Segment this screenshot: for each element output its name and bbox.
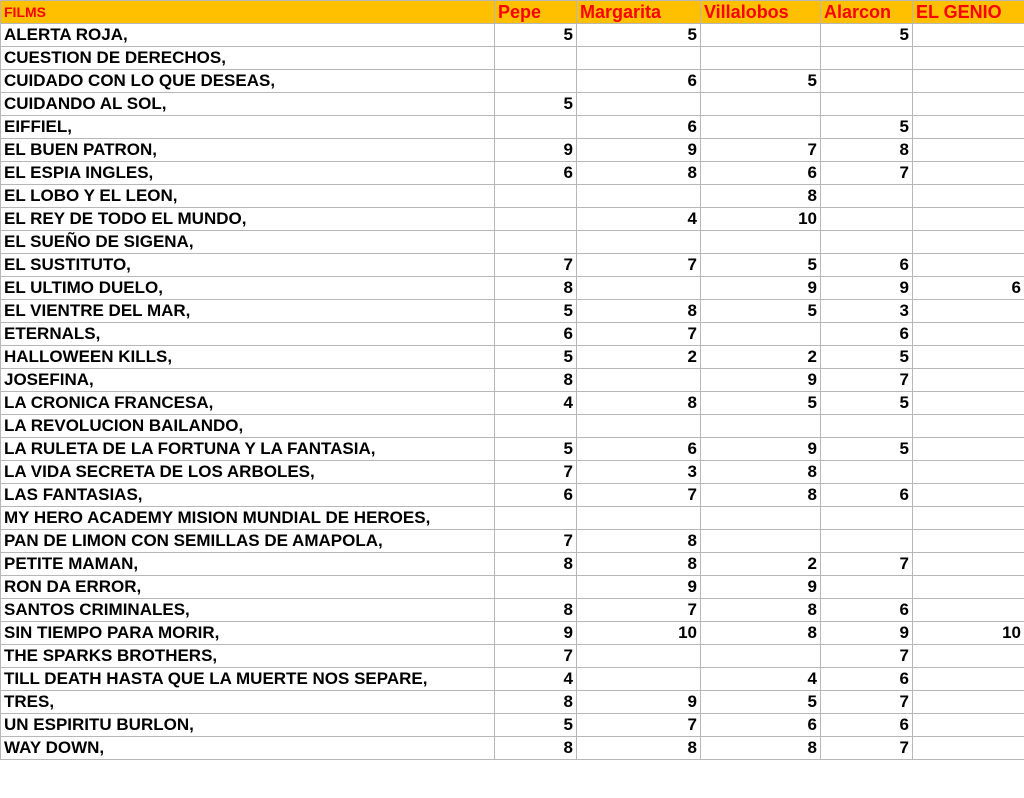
pepe-score-cell[interactable]: 7: [495, 461, 577, 484]
film-cell[interactable]: SIN TIEMPO PARA MORIR,: [1, 622, 495, 645]
pepe-score-cell[interactable]: 5: [495, 24, 577, 47]
genio-score-cell[interactable]: [913, 47, 1024, 70]
margarita-score-cell[interactable]: 10: [577, 622, 701, 645]
margarita-score-cell[interactable]: 3: [577, 461, 701, 484]
table-row: [1, 24, 1024, 47]
pepe-score-cell[interactable]: 7: [495, 530, 577, 553]
alarcon-score-cell[interactable]: 6: [821, 323, 913, 346]
genio-score-cell[interactable]: [913, 415, 1024, 438]
genio-score-cell[interactable]: [913, 139, 1024, 162]
margarita-score-cell[interactable]: 2: [577, 346, 701, 369]
margarita-score-cell[interactable]: [577, 277, 701, 300]
pepe-score-cell[interactable]: 5: [495, 93, 577, 116]
villalobos-score-cell[interactable]: [701, 231, 821, 254]
film-cell[interactable]: EL ULTIMO DUELO,: [1, 277, 495, 300]
table-row: [1, 323, 1024, 346]
pepe-score-cell[interactable]: [495, 576, 577, 599]
pepe-score-cell[interactable]: [495, 185, 577, 208]
villalobos-score-cell[interactable]: [701, 415, 821, 438]
table-row: [1, 415, 1024, 438]
alarcon-score-cell[interactable]: [821, 415, 913, 438]
pepe-score-cell[interactable]: [495, 70, 577, 93]
film-cell[interactable]: THE SPARKS BROTHERS,: [1, 645, 495, 668]
table-row: [1, 576, 1024, 599]
pepe-score-cell[interactable]: [495, 231, 577, 254]
genio-score-cell[interactable]: [913, 714, 1024, 737]
genio-score-cell[interactable]: [913, 254, 1024, 277]
pepe-score-cell[interactable]: 9: [495, 622, 577, 645]
villalobos-score-cell[interactable]: [701, 93, 821, 116]
margarita-score-cell[interactable]: 8: [577, 392, 701, 415]
villalobos-score-cell[interactable]: 7: [701, 139, 821, 162]
table-row: [1, 714, 1024, 737]
margarita-score-cell[interactable]: 7: [577, 599, 701, 622]
alarcon-score-cell[interactable]: 9: [821, 622, 913, 645]
pepe-score-cell[interactable]: 8: [495, 277, 577, 300]
genio-score-cell[interactable]: [913, 162, 1024, 185]
genio-score-cell[interactable]: [913, 691, 1024, 714]
margarita-score-cell[interactable]: [577, 231, 701, 254]
table-row: [1, 507, 1024, 530]
villalobos-score-cell[interactable]: 8: [701, 484, 821, 507]
pepe-score-cell[interactable]: 7: [495, 254, 577, 277]
genio-score-cell[interactable]: [913, 553, 1024, 576]
table-row: [1, 185, 1024, 208]
pepe-score-cell[interactable]: [495, 116, 577, 139]
alarcon-score-cell[interactable]: 7: [821, 553, 913, 576]
margarita-score-cell[interactable]: 7: [577, 323, 701, 346]
table-row: [1, 162, 1024, 185]
film-cell[interactable]: LA RULETA DE LA FORTUNA Y LA FANTASIA,: [1, 438, 495, 461]
pepe-score-cell[interactable]: 8: [495, 691, 577, 714]
margarita-score-cell[interactable]: [577, 185, 701, 208]
table-row: [1, 691, 1024, 714]
film-cell[interactable]: HALLOWEEN KILLS,: [1, 346, 495, 369]
pepe-score-cell[interactable]: 8: [495, 553, 577, 576]
pepe-score-cell[interactable]: 8: [495, 369, 577, 392]
film-cell[interactable]: JOSEFINA,: [1, 369, 495, 392]
alarcon-score-cell[interactable]: 6: [821, 668, 913, 691]
pepe-score-cell[interactable]: 5: [495, 346, 577, 369]
alarcon-score-cell[interactable]: 7: [821, 162, 913, 185]
villalobos-score-cell[interactable]: 10: [701, 208, 821, 231]
alarcon-score-cell[interactable]: [821, 47, 913, 70]
villalobos-score-cell[interactable]: [701, 47, 821, 70]
genio-score-cell[interactable]: [913, 323, 1024, 346]
genio-score-cell[interactable]: [913, 576, 1024, 599]
genio-score-cell[interactable]: [913, 369, 1024, 392]
film-cell[interactable]: EIFFIEL,: [1, 116, 495, 139]
film-cell[interactable]: LA VIDA SECRETA DE LOS ARBOLES,: [1, 461, 495, 484]
alarcon-score-cell[interactable]: 7: [821, 645, 913, 668]
margarita-score-cell[interactable]: [577, 415, 701, 438]
alarcon-score-cell[interactable]: [821, 530, 913, 553]
alarcon-score-cell[interactable]: [821, 576, 913, 599]
villalobos-score-cell[interactable]: 2: [701, 553, 821, 576]
film-cell[interactable]: PETITE MAMAN,: [1, 553, 495, 576]
film-cell[interactable]: RON DA ERROR,: [1, 576, 495, 599]
film-cell[interactable]: LA CRONICA FRANCESA,: [1, 392, 495, 415]
film-cell[interactable]: EL BUEN PATRON,: [1, 139, 495, 162]
margarita-score-cell[interactable]: [577, 369, 701, 392]
genio-score-cell[interactable]: [913, 645, 1024, 668]
alarcon-score-cell[interactable]: 3: [821, 300, 913, 323]
pepe-score-cell[interactable]: [495, 47, 577, 70]
genio-score-cell[interactable]: 10: [913, 622, 1024, 645]
alarcon-score-cell[interactable]: 6: [821, 599, 913, 622]
header-cell-pepe[interactable]: Pepe: [495, 1, 577, 24]
villalobos-score-cell[interactable]: [701, 530, 821, 553]
margarita-score-cell[interactable]: 6: [577, 116, 701, 139]
table-row: [1, 300, 1024, 323]
table-row: [1, 599, 1024, 622]
header-cell-films[interactable]: FILMS: [1, 1, 495, 24]
film-cell[interactable]: EL VIENTRE DEL MAR,: [1, 300, 495, 323]
margarita-score-cell[interactable]: [577, 668, 701, 691]
alarcon-score-cell[interactable]: [821, 70, 913, 93]
film-cell[interactable]: EL SUEÑO DE SIGENA,: [1, 231, 495, 254]
margarita-score-cell[interactable]: 4: [577, 208, 701, 231]
alarcon-score-cell[interactable]: [821, 461, 913, 484]
villalobos-score-cell[interactable]: 8: [701, 185, 821, 208]
pepe-score-cell[interactable]: 7: [495, 645, 577, 668]
margarita-score-cell[interactable]: [577, 47, 701, 70]
table-row: [1, 668, 1024, 691]
genio-score-cell[interactable]: [913, 93, 1024, 116]
alarcon-score-cell[interactable]: 7: [821, 369, 913, 392]
genio-score-cell[interactable]: [913, 116, 1024, 139]
villalobos-score-cell[interactable]: [701, 323, 821, 346]
genio-score-cell[interactable]: [913, 461, 1024, 484]
alarcon-score-cell[interactable]: 6: [821, 714, 913, 737]
villalobos-score-cell[interactable]: 8: [701, 737, 821, 760]
pepe-score-cell[interactable]: 4: [495, 668, 577, 691]
table-row: [1, 116, 1024, 139]
alarcon-score-cell[interactable]: 9: [821, 277, 913, 300]
margarita-score-cell[interactable]: 7: [577, 484, 701, 507]
alarcon-score-cell[interactable]: 5: [821, 392, 913, 415]
header-cell-genio[interactable]: EL GENIO: [913, 1, 1024, 24]
genio-score-cell[interactable]: [913, 599, 1024, 622]
film-cell[interactable]: EL LOBO Y EL LEON,: [1, 185, 495, 208]
alarcon-score-cell[interactable]: 8: [821, 139, 913, 162]
pepe-score-cell[interactable]: 5: [495, 438, 577, 461]
alarcon-score-cell[interactable]: 6: [821, 254, 913, 277]
genio-score-cell[interactable]: [913, 438, 1024, 461]
table-row: [1, 70, 1024, 93]
header-cell-villalobos[interactable]: Villalobos: [701, 1, 821, 24]
genio-score-cell[interactable]: [913, 346, 1024, 369]
pepe-score-cell[interactable]: 4: [495, 392, 577, 415]
genio-score-cell[interactable]: 6: [913, 277, 1024, 300]
pepe-score-cell[interactable]: [495, 415, 577, 438]
table-row: [1, 254, 1024, 277]
villalobos-score-cell[interactable]: 5: [701, 392, 821, 415]
pepe-score-cell[interactable]: 8: [495, 737, 577, 760]
margarita-score-cell[interactable]: 9: [577, 576, 701, 599]
table-row: [1, 346, 1024, 369]
villalobos-score-cell[interactable]: 5: [701, 300, 821, 323]
genio-score-cell[interactable]: [913, 300, 1024, 323]
film-cell[interactable]: EL SUSTITUTO,: [1, 254, 495, 277]
genio-score-cell[interactable]: [913, 668, 1024, 691]
table-row: [1, 530, 1024, 553]
table-row: [1, 139, 1024, 162]
header-row: [1, 1, 1024, 24]
villalobos-score-cell[interactable]: 9: [701, 369, 821, 392]
villalobos-score-cell[interactable]: 5: [701, 254, 821, 277]
film-cell[interactable]: CUESTION DE DERECHOS,: [1, 47, 495, 70]
genio-score-cell[interactable]: [913, 530, 1024, 553]
table-row: [1, 645, 1024, 668]
pepe-score-cell[interactable]: 5: [495, 300, 577, 323]
table-row: [1, 484, 1024, 507]
pepe-score-cell[interactable]: 5: [495, 714, 577, 737]
film-cell[interactable]: UN ESPIRITU BURLON,: [1, 714, 495, 737]
margarita-score-cell[interactable]: 7: [577, 714, 701, 737]
villalobos-score-cell[interactable]: [701, 24, 821, 47]
pepe-score-cell[interactable]: 6: [495, 323, 577, 346]
film-cell[interactable]: LA REVOLUCION BAILANDO,: [1, 415, 495, 438]
genio-score-cell[interactable]: [913, 737, 1024, 760]
alarcon-score-cell[interactable]: [821, 231, 913, 254]
margarita-score-cell[interactable]: 8: [577, 553, 701, 576]
alarcon-score-cell[interactable]: [821, 208, 913, 231]
alarcon-score-cell[interactable]: [821, 507, 913, 530]
header-cell-alarcon[interactable]: Alarcon: [821, 1, 913, 24]
margarita-score-cell[interactable]: 8: [577, 162, 701, 185]
villalobos-score-cell[interactable]: 9: [701, 277, 821, 300]
film-cell[interactable]: ETERNALS,: [1, 323, 495, 346]
alarcon-score-cell[interactable]: 7: [821, 691, 913, 714]
pepe-score-cell[interactable]: 6: [495, 484, 577, 507]
film-cell[interactable]: CUIDANDO AL SOL,: [1, 93, 495, 116]
margarita-score-cell[interactable]: 9: [577, 691, 701, 714]
pepe-score-cell[interactable]: [495, 208, 577, 231]
table-row: [1, 737, 1024, 760]
genio-score-cell[interactable]: [913, 185, 1024, 208]
genio-score-cell[interactable]: [913, 507, 1024, 530]
alarcon-score-cell[interactable]: 5: [821, 24, 913, 47]
margarita-score-cell[interactable]: 9: [577, 139, 701, 162]
film-cell[interactable]: EL ESPIA INGLES,: [1, 162, 495, 185]
film-cell[interactable]: TRES,: [1, 691, 495, 714]
table-row: [1, 392, 1024, 415]
villalobos-score-cell[interactable]: 8: [701, 622, 821, 645]
genio-score-cell[interactable]: [913, 208, 1024, 231]
table-row: [1, 47, 1024, 70]
pepe-score-cell[interactable]: [495, 507, 577, 530]
villalobos-score-cell[interactable]: 5: [701, 691, 821, 714]
villalobos-score-cell[interactable]: [701, 507, 821, 530]
alarcon-score-cell[interactable]: 5: [821, 116, 913, 139]
film-cell[interactable]: EL REY DE TODO EL MUNDO,: [1, 208, 495, 231]
margarita-score-cell[interactable]: [577, 93, 701, 116]
film-cell[interactable]: CUIDADO CON LO QUE DESEAS,: [1, 70, 495, 93]
table-row: [1, 553, 1024, 576]
villalobos-score-cell[interactable]: 5: [701, 70, 821, 93]
villalobos-score-cell[interactable]: 4: [701, 668, 821, 691]
table-row: [1, 208, 1024, 231]
alarcon-score-cell[interactable]: [821, 93, 913, 116]
table-row: [1, 231, 1024, 254]
film-cell[interactable]: SANTOS CRIMINALES,: [1, 599, 495, 622]
margarita-score-cell[interactable]: [577, 645, 701, 668]
film-cell[interactable]: MY HERO ACADEMY MISION MUNDIAL DE HEROES,: [1, 507, 495, 530]
villalobos-score-cell[interactable]: 9: [701, 438, 821, 461]
table-row: [1, 369, 1024, 392]
film-cell[interactable]: PAN DE LIMON CON SEMILLAS DE AMAPOLA,: [1, 530, 495, 553]
pepe-score-cell[interactable]: 6: [495, 162, 577, 185]
pepe-score-cell[interactable]: 8: [495, 599, 577, 622]
genio-score-cell[interactable]: [913, 70, 1024, 93]
table-row: [1, 277, 1024, 300]
villalobos-score-cell[interactable]: [701, 116, 821, 139]
margarita-score-cell[interactable]: 5: [577, 24, 701, 47]
table-row: [1, 461, 1024, 484]
film-cell[interactable]: LAS FANTASIAS,: [1, 484, 495, 507]
alarcon-score-cell[interactable]: 6: [821, 484, 913, 507]
alarcon-score-cell[interactable]: 5: [821, 438, 913, 461]
alarcon-score-cell[interactable]: 7: [821, 737, 913, 760]
villalobos-score-cell[interactable]: [701, 645, 821, 668]
film-cell[interactable]: ALERTA ROJA,: [1, 24, 495, 47]
alarcon-score-cell[interactable]: 5: [821, 346, 913, 369]
margarita-score-cell[interactable]: 6: [577, 438, 701, 461]
alarcon-score-cell[interactable]: [821, 185, 913, 208]
film-cell[interactable]: WAY DOWN,: [1, 737, 495, 760]
genio-score-cell[interactable]: [913, 24, 1024, 47]
table-row: [1, 93, 1024, 116]
margarita-score-cell[interactable]: 8: [577, 530, 701, 553]
genio-score-cell[interactable]: [913, 392, 1024, 415]
sheet-body: [1, 24, 1024, 760]
table-row: [1, 438, 1024, 461]
pepe-score-cell[interactable]: 9: [495, 139, 577, 162]
genio-score-cell[interactable]: [913, 484, 1024, 507]
villalobos-score-cell[interactable]: 6: [701, 162, 821, 185]
film-cell[interactable]: TILL DEATH HASTA QUE LA MUERTE NOS SEPARE,: [1, 668, 495, 691]
margarita-score-cell[interactable]: 7: [577, 254, 701, 277]
margarita-score-cell[interactable]: 6: [577, 70, 701, 93]
table-row: [1, 622, 1024, 645]
header-cell-margarita[interactable]: Margarita: [577, 1, 701, 24]
margarita-score-cell[interactable]: 8: [577, 737, 701, 760]
villalobos-score-cell[interactable]: 8: [701, 599, 821, 622]
margarita-score-cell[interactable]: 8: [577, 300, 701, 323]
villalobos-score-cell[interactable]: 2: [701, 346, 821, 369]
villalobos-score-cell[interactable]: 6: [701, 714, 821, 737]
genio-score-cell[interactable]: [913, 231, 1024, 254]
margarita-score-cell[interactable]: [577, 507, 701, 530]
villalobos-score-cell[interactable]: 8: [701, 461, 821, 484]
villalobos-score-cell[interactable]: 9: [701, 576, 821, 599]
